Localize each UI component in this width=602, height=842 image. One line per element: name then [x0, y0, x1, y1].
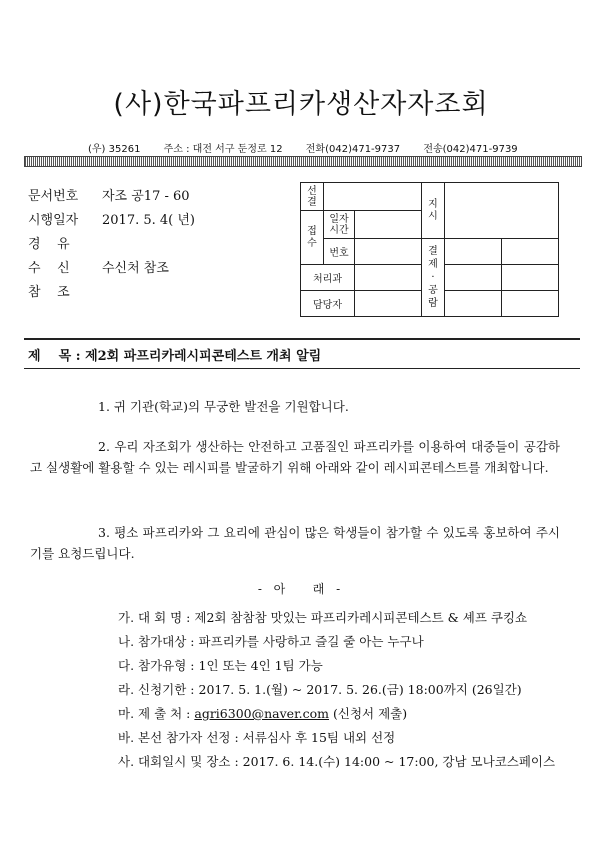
fax: 전송(042)471-9739	[423, 144, 518, 155]
subject-line	[28, 345, 321, 364]
meta-doc-number: 문서번호 자조 공17 - 60	[28, 189, 190, 204]
paragraph-3: 3. 평소 파프리카와 그 요리에 관심이 많은 학생들이 참가할 수 있도록 홍보하여 주시기를 요청드립니다.	[30, 525, 560, 561]
meta-recipient: 수 신 수신처 참조	[28, 261, 169, 276]
list-item: 사. 대회일시 및 장소 : 2017. 6. 14.(수) 14:00 ~ 17:00, 강남 모나코스페이스	[118, 754, 556, 769]
ilja-sigan-label: 일자 시간	[324, 211, 355, 239]
email-link[interactable]: agri6300@naver.com	[194, 706, 330, 721]
damdangja-label: 담당자	[301, 291, 355, 317]
phone: 전화(042)471-9737	[305, 144, 401, 155]
gyeolje-label: 결제·공람	[422, 239, 445, 317]
notice-label: - 아 래 -	[257, 582, 345, 596]
list-item: 라. 신청기한 : 2017. 5. 1.(월) ~ 2017. 5. 26.(금) 18:00까지 (26일간)	[118, 682, 522, 697]
header-divider	[24, 156, 582, 167]
address-line	[88, 140, 538, 155]
address: 주소 : 대전 서구 둔정로 12	[163, 144, 283, 155]
seongyeol-label: 선결	[301, 183, 324, 211]
postcode: (우) 35261	[88, 144, 141, 155]
list-item: 마. 제 출 처 : agri6300@naver.com (신청서 제출)	[118, 706, 408, 721]
list-item: 나. 참가대상 : 파프리카를 사랑하고 즐길 줄 아는 누구나	[118, 634, 424, 649]
list-item: 가. 대 회 명 : 제2회 참참참 맛있는 파프리카레시피콘테스트 & 셰프 쿠킹쇼	[118, 610, 528, 625]
beonho-label: 번호	[324, 239, 355, 265]
subject-bottom-rule	[24, 368, 580, 369]
subject-top-rule	[24, 338, 580, 340]
paragraph-1: 1. 귀 기관(학교)의 무궁한 발전을 기원합니다.	[98, 399, 349, 414]
meta-via: 경 유	[28, 237, 70, 252]
subject-text: 제2회 파프리카레시피콘테스트 개최 알림	[85, 349, 322, 364]
jisi-label: 지시	[422, 183, 445, 239]
meta-reference: 참 조	[28, 285, 70, 300]
cheorigwa-label: 처리과	[301, 265, 355, 291]
list-item: 바. 본선 참가자 선정 : 서류심사 후 15팀 내외 선정	[118, 730, 396, 745]
meta-date: 시행일자 2017. 5. 4( 년)	[28, 213, 195, 228]
approval-box	[300, 182, 559, 317]
paragraph-2: 2. 우리 자조회가 생산하는 안전하고 고품질인 파프리카를 이용하여 대중들이 공감하고 실생활에 활용할 수 있는 레시피를 발굴하기 위해 아래와 같이 레시피콘테스트를 개최합니다.	[30, 439, 560, 475]
list-item: 다. 참가유형 : 1인 또는 4인 1팀 가능	[118, 658, 323, 673]
jeopsu-label: 접수	[301, 211, 324, 265]
org-title: (사)한국파프리카생산자자조회	[113, 89, 489, 120]
subject-label: 제 목 :	[28, 349, 81, 364]
